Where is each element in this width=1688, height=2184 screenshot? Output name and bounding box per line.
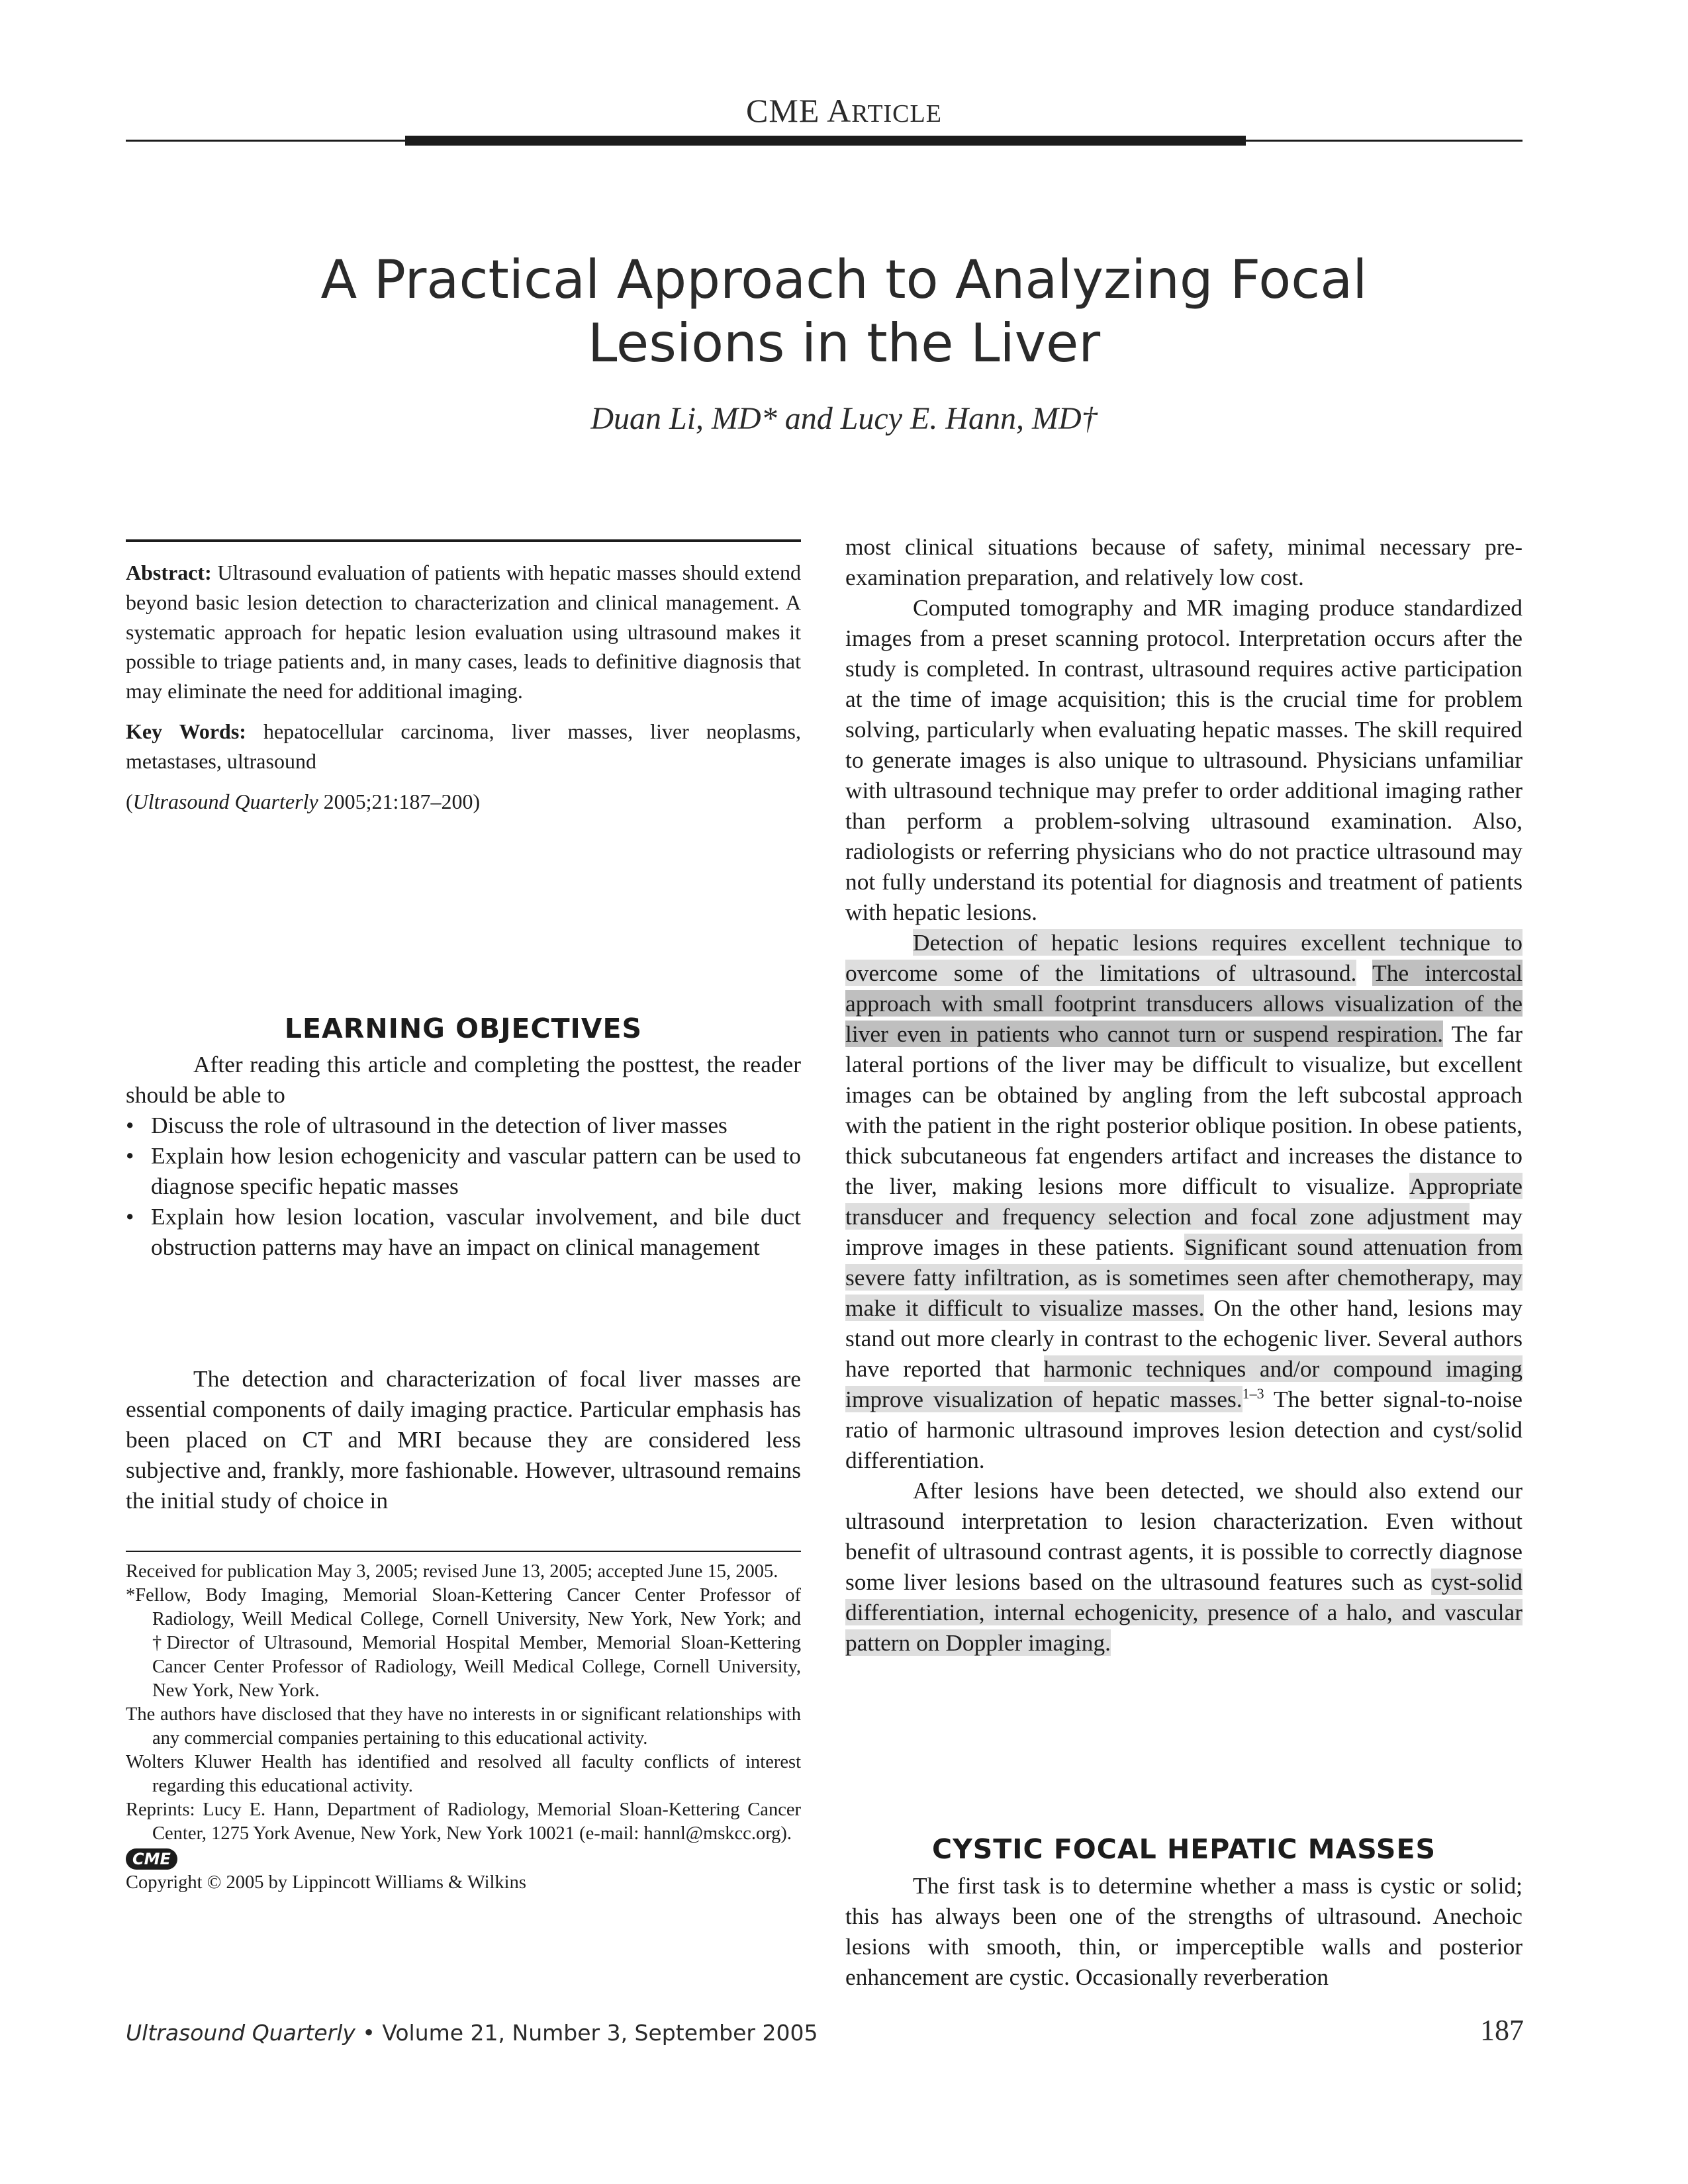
body-right-block	[845, 531, 1523, 1658]
header-rule-thick	[405, 136, 1246, 146]
footnotes	[126, 1560, 801, 1895]
body-right-paragraph-1: most clinical situations because of safety, minimal necessary pre-examination preparation, and relatively low cost.	[845, 533, 1523, 590]
footnote-disclosure: The authors have disclosed that they have no interests in or significant relationships with any commercial companies pertaining to this educational activity.	[126, 1704, 801, 1749]
authors: Duan Li, MD* and Lucy E. Hann, MD†	[590, 401, 1098, 436]
title-line-1: A Practical Approach to Analyzing Focal	[320, 249, 1368, 310]
highlight-detection: Detection of hepatic lesions requires excellent technique to overcome some of the limitations of ultrasound.	[845, 929, 1523, 986]
highlight-harmonic: harmonic techniques and/or compound imaging improve visualization of hepatic masses.	[845, 1355, 1523, 1412]
footnote-affiliation: *Fellow, Body Imaging, Memorial Sloan-Kettering Cancer Center Professor of Radiology, Weill Medical College, Cornell University, New York, New York; and †Director of Ultrasound, Memorial Hospital Member, Memorial Sloan-Kettering Cancer Center Professor of Radiology, Weill Medical College, Cornell University, New York, New York.	[126, 1585, 801, 1701]
highlight-transducer: Appropriate transducer and frequency selection and focal zone adjustment	[845, 1173, 1523, 1230]
bullet-icon: •	[126, 1112, 134, 1138]
abstract-block	[126, 558, 801, 827]
body-right-paragraph-3: Detection of hepatic lesions requires excellent technique to overcome some of the limitations of ultrasound. The intercostal approach with small footprint transducers allows visualization of the liver even in patients who cannot turn or suspend respiration. The far lateral portions of the liver may be difficult to visualize, but excellent images can be obtained by angling from the left subcostal approach with the patient in the right posterior oblique position. In obese patients, thick subcutaneous fat engenders artifact and increases the distance to the liver, making lesions more difficult to visualize. Appropriate transducer and frequency selection and focal zone adjustment may improve images in these patients. Significant sound attenuation from severe fatty infiltration, as is sometimes seen after chemotherapy, may make it difficult to visualize masses. On the other hand, lesions may stand out more clearly in contrast to the echogenic liver. Several authors have reported that harmonic techniques and/or compound imaging improve visualization of hepatic masses.$^{1-3}$ The better signal-to-noise ratio of harmonic ultrasound improves lesion detection and cyst/solid differentiation.	[845, 929, 1523, 1473]
abstract-top-rule	[126, 539, 801, 542]
objective-item: • Discuss the role of ultrasound in the detection of liver masses	[126, 1110, 801, 1140]
title-line-2: Lesions in the Liver	[587, 312, 1101, 374]
learning-objectives-block	[126, 1049, 801, 1262]
citation-superscript: 1–3	[1242, 1385, 1264, 1402]
citation: (Ultrasound Quarterly 2005;21:187–200)	[126, 789, 481, 813]
keywords-label: Key Words:	[126, 719, 246, 743]
abstract-text: Ultrasound evaluation of patients with hepatic masses should extend beyond basic lesion detection to characterization and clinical management. A systematic approach for hepatic lesion evaluation using ultrasound makes it possible to triage patients and, in many cases, leads to definitive diagnosis that may eliminate the need for additional imaging.	[126, 561, 802, 704]
footnote-rule	[126, 1551, 801, 1552]
learning-objectives-intro: After reading this article and completing the posttest, the reader should be able to	[126, 1051, 801, 1108]
footnote-reprints: Reprints: Lucy E. Hann, Department of Radiology, Memorial Sloan-Kettering Cancer Center, 1275 York Avenue, New York, New York 10021 (e-mail: hannl@mskcc.org).	[126, 1799, 801, 1844]
body-right-paragraph-2: Computed tomography and MR imaging produce standardized images from a preset scanning protocol. Interpretation occurs after the study is completed. In contrast, ultrasound requires active participation at the time of image acquisition; this is the crucial time for problem solving, particularly when evaluating hepatic masses. The skill required to generate images is also unique to ultrasound. Physicians unfamiliar with ultrasound technique may prefer to order additional imaging rather than perform a problem-solving ultrasound examination. Also, radiologists or referring physicians who do not practice ultrasound may not fully understand its potential for diagnosis and treatment of patients with hepatic lesions.	[845, 594, 1523, 925]
journal-footer: Ultrasound Quarterly • Volume 21, Number 3, September 2005	[126, 2020, 818, 2046]
highlight-features: cyst-solid differentiation, internal echogenicity, presence of a halo, and vascular pattern on Doppler imaging.	[845, 1569, 1523, 1656]
article-title	[199, 248, 1489, 375]
body-right-block-2	[845, 1870, 1523, 1992]
learning-objectives-list	[126, 1110, 801, 1262]
objective-item: • Explain how lesion location, vascular involvement, and bile duct obstruction patterns may have an impact on clinical management	[126, 1201, 801, 1262]
keywords-text: hepatocellular carcinoma, liver masses, liver neoplasms, metastases, ultrasound	[126, 719, 802, 773]
bullet-icon: •	[126, 1203, 134, 1230]
section-label: CME ARTICLE	[746, 92, 942, 129]
bullet-icon: •	[126, 1142, 134, 1169]
page-number: 187	[1480, 2014, 1524, 2046]
keywords-paragraph	[126, 717, 801, 776]
abstract-paragraph	[126, 558, 801, 706]
objective-item: • Explain how lesion echogenicity and vascular pattern can be used to diagnose specific hepatic masses	[126, 1140, 801, 1201]
body-right-paragraph-5: The first task is to determine whether a mass is cystic or solid; this has always been one of the strengths of ultrasound. Anechoic lesions with smooth, thin, or imperceptible walls and posterior enhancement are cystic. Occasionally reverberation	[845, 1872, 1523, 1990]
cystic-masses-heading: CYSTIC FOCAL HEPATIC MASSES	[932, 1833, 1436, 1865]
learning-objectives-heading: LEARNING OBJECTIVES	[284, 1013, 643, 1044]
cme-badge-icon: CME	[126, 1848, 177, 1870]
abstract-label: Abstract:	[126, 561, 212, 584]
footnote-conflicts: Wolters Kluwer Health has identified and resolved all faculty conflicts of interest regarding this educational activity.	[126, 1752, 801, 1796]
highlight-attenuation: Significant sound attenuation from severe fatty infiltration, as is sometimes seen after chemotherapy, may make it difficult to visualize masses.	[845, 1234, 1523, 1321]
body-left-paragraph: The detection and characterization of focal liver masses are essential components of daily imaging practice. Particular emphasis has been placed on CT and MRI because they are considered less subjective and, frankly, more fashionable. However, ultrasound remains the initial study of choice in	[126, 1365, 801, 1514]
footnote-received: Received for publication May 3, 2005; revised June 13, 2005; accepted June 15, 2005.	[126, 1561, 778, 1582]
footnote-copyright: Copyright © 2005 by Lippincott Williams & Wilkins	[126, 1872, 526, 1893]
body-left-block	[126, 1363, 801, 1516]
highlight-intercostal: The intercostal approach with small footprint transducers allows visualization of the liver even in patients who cannot turn or suspend respiration.	[845, 960, 1523, 1047]
body-right-paragraph-4: After lesions have been detected, we should also extend our ultrasound interpretation to lesion characterization. Even without benefit of ultrasound contrast agents, it is possible to correctly diagnose some liver lesions based on the ultrasound features such as cyst-solid differentiation, internal echogenicity, presence of a halo, and vascular pattern on Doppler imaging.	[845, 1477, 1523, 1656]
